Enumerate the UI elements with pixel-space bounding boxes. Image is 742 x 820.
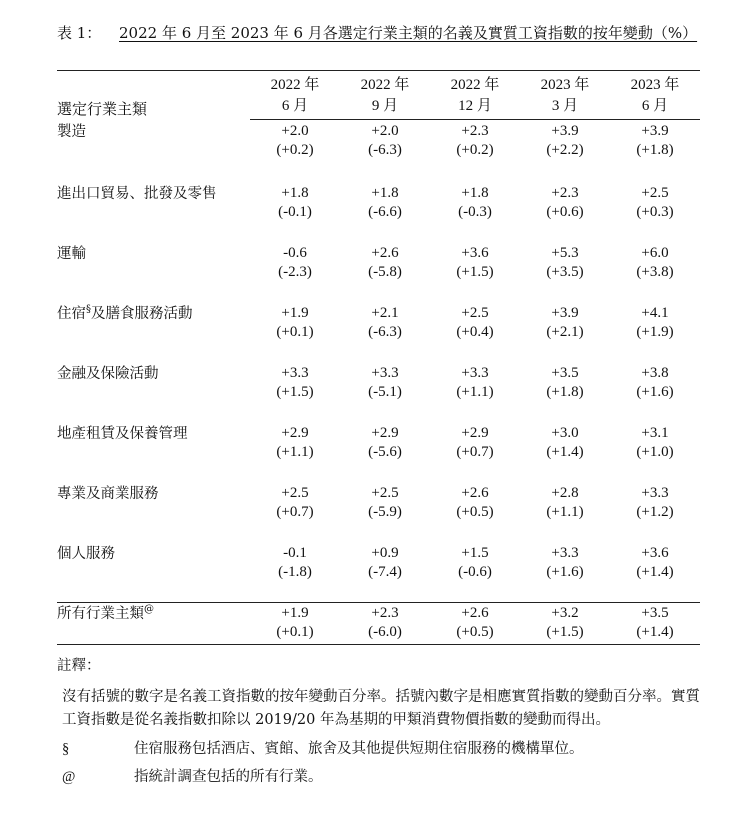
real-change: (-7.4) bbox=[368, 563, 402, 580]
value-cell bbox=[520, 422, 610, 482]
value-cell bbox=[430, 422, 520, 482]
category-label-tail: 及膳食服務活動 bbox=[91, 306, 193, 322]
value-cell bbox=[250, 422, 340, 482]
category-label: 所有行業主類 bbox=[57, 606, 144, 622]
nominal-change: +1.8 bbox=[461, 185, 489, 201]
value-cell bbox=[340, 422, 430, 482]
real-change: (+1.5) bbox=[276, 383, 314, 400]
table-row bbox=[57, 362, 700, 422]
value-cell bbox=[250, 603, 340, 645]
value-cell bbox=[340, 542, 430, 603]
value-cell bbox=[520, 182, 610, 242]
category-cell bbox=[57, 182, 250, 242]
column-month: 9 月 bbox=[340, 95, 430, 120]
value-cell bbox=[340, 120, 430, 183]
nominal-change: +3.6 bbox=[461, 245, 489, 261]
footnote bbox=[57, 766, 707, 788]
value-cell bbox=[430, 482, 520, 542]
table-row bbox=[57, 482, 700, 542]
column-month: 6 月 bbox=[610, 95, 700, 120]
value-cell bbox=[610, 242, 700, 302]
nominal-change: +3.5 bbox=[641, 605, 669, 621]
nominal-change: +3.9 bbox=[551, 123, 579, 139]
real-change: (+1.4) bbox=[546, 443, 584, 460]
value-cell bbox=[340, 242, 430, 302]
nominal-change: +3.6 bbox=[641, 545, 669, 561]
column-month: 6 月 bbox=[250, 95, 340, 120]
real-change: (+0.2) bbox=[456, 141, 494, 158]
real-change: (+1.0) bbox=[636, 443, 674, 460]
nominal-change: +6.0 bbox=[641, 245, 669, 261]
value-cell bbox=[610, 482, 700, 542]
value-cell bbox=[430, 242, 520, 302]
real-change: (+0.2) bbox=[276, 141, 314, 158]
real-change: (+1.6) bbox=[546, 563, 584, 580]
nominal-change: +2.6 bbox=[461, 485, 489, 501]
real-change: (+1.4) bbox=[636, 563, 674, 580]
category-cell bbox=[57, 422, 250, 482]
value-cell bbox=[250, 302, 340, 362]
nominal-change: +3.1 bbox=[641, 425, 669, 441]
real-change: (+1.8) bbox=[636, 141, 674, 158]
wage-index-table bbox=[57, 70, 700, 645]
footnote-text: 住宿服務包括酒店、賓館、旅舍及其他提供短期住宿服務的機構單位。 bbox=[134, 741, 584, 757]
nominal-change: +2.5 bbox=[461, 305, 489, 321]
real-change: (+1.6) bbox=[636, 383, 674, 400]
real-change: (+2.2) bbox=[546, 141, 584, 158]
nominal-change: +2.6 bbox=[371, 245, 399, 261]
caption-label: 表 1： bbox=[57, 24, 102, 42]
value-cell bbox=[520, 302, 610, 362]
nominal-change: +3.3 bbox=[281, 365, 309, 381]
value-cell bbox=[520, 362, 610, 422]
real-change: (+0.1) bbox=[276, 323, 314, 340]
real-change: (-0.3) bbox=[458, 203, 492, 220]
nominal-change: +0.9 bbox=[371, 545, 399, 561]
nominal-change: +3.0 bbox=[551, 425, 579, 441]
nominal-change: +2.8 bbox=[551, 485, 579, 501]
category-label: 運輸 bbox=[57, 246, 86, 262]
value-cell bbox=[610, 542, 700, 603]
nominal-change: +1.5 bbox=[461, 545, 489, 561]
real-change: (+1.1) bbox=[456, 383, 494, 400]
nominal-change: -0.1 bbox=[283, 545, 307, 561]
value-cell bbox=[610, 603, 700, 645]
table-caption bbox=[57, 22, 697, 44]
category-cell bbox=[57, 120, 250, 183]
value-cell bbox=[430, 182, 520, 242]
real-change: (-5.9) bbox=[368, 503, 402, 520]
footnote-text: 指統計調查包括的所有行業。 bbox=[134, 769, 323, 785]
real-change: (+1.4) bbox=[636, 623, 674, 640]
column-year: 2022 年 bbox=[340, 71, 430, 96]
nominal-change: +2.9 bbox=[281, 425, 309, 441]
real-change: (+1.9) bbox=[636, 323, 674, 340]
nominal-change: +2.9 bbox=[461, 425, 489, 441]
category-label: 住宿 bbox=[57, 306, 86, 322]
real-change: (+1.5) bbox=[456, 263, 494, 280]
value-cell bbox=[340, 302, 430, 362]
category-cell bbox=[57, 242, 250, 302]
table-row bbox=[57, 422, 700, 482]
real-change: (-5.6) bbox=[368, 443, 402, 460]
table-row bbox=[57, 302, 700, 362]
real-change: (+1.1) bbox=[546, 503, 584, 520]
value-cell bbox=[610, 182, 700, 242]
value-cell bbox=[250, 362, 340, 422]
table-row bbox=[57, 542, 700, 603]
notes-paragraph: 沒有括號的數字是名義工資指數的按年變動百分率。括號內數字是相應實質指數的變動百分率。實質工資指數是從名義指數扣除以 2019/20 年為基期的甲類消費物價指數的變動而得出。 bbox=[62, 689, 700, 728]
nominal-change: +2.5 bbox=[281, 485, 309, 501]
real-change: (+0.5) bbox=[456, 503, 494, 520]
category-label: 製造 bbox=[57, 123, 86, 140]
category-label: 專業及商業服務 bbox=[57, 486, 159, 502]
real-change: (+3.8) bbox=[636, 263, 674, 280]
value-cell bbox=[610, 302, 700, 362]
real-change: (-6.3) bbox=[368, 323, 402, 340]
category-cell bbox=[57, 302, 250, 362]
real-change: (+1.5) bbox=[546, 623, 584, 640]
nominal-change: +4.1 bbox=[641, 305, 669, 321]
category-cell bbox=[57, 603, 250, 645]
value-cell bbox=[520, 542, 610, 603]
real-change: (-6.6) bbox=[368, 203, 402, 220]
value-cell bbox=[610, 120, 700, 183]
real-change: (+1.8) bbox=[546, 383, 584, 400]
nominal-change: +1.8 bbox=[281, 185, 309, 201]
footnote-symbol: @ bbox=[62, 769, 76, 785]
real-change: (-6.3) bbox=[368, 141, 402, 158]
value-cell bbox=[250, 182, 340, 242]
real-change: (-5.8) bbox=[368, 263, 402, 280]
nominal-change: +2.3 bbox=[461, 123, 489, 139]
column-year: 2023 年 bbox=[520, 71, 610, 96]
real-change: (-0.6) bbox=[458, 563, 492, 580]
value-cell bbox=[520, 120, 610, 183]
real-change: (+0.7) bbox=[276, 503, 314, 520]
table-row bbox=[57, 182, 700, 242]
nominal-change: +2.0 bbox=[281, 123, 309, 139]
nominal-change: +3.9 bbox=[551, 305, 579, 321]
value-cell bbox=[430, 302, 520, 362]
nominal-change: +1.9 bbox=[281, 605, 309, 621]
value-cell bbox=[250, 120, 340, 183]
footnote-marker: § bbox=[86, 304, 91, 315]
column-year: 2022 年 bbox=[430, 71, 520, 96]
nominal-change: +2.9 bbox=[371, 425, 399, 441]
real-change: (+3.5) bbox=[546, 263, 584, 280]
nominal-change: +3.8 bbox=[641, 365, 669, 381]
real-change: (+2.1) bbox=[546, 323, 584, 340]
footnote-marker: @ bbox=[144, 604, 154, 615]
nominal-change: +1.9 bbox=[281, 305, 309, 321]
value-cell bbox=[250, 482, 340, 542]
header-row-years bbox=[57, 71, 700, 96]
value-cell bbox=[610, 362, 700, 422]
value-cell bbox=[520, 603, 610, 645]
nominal-change: +3.2 bbox=[551, 605, 579, 621]
nominal-change: +3.3 bbox=[551, 545, 579, 561]
real-change: (-2.3) bbox=[278, 263, 312, 280]
real-change: (+0.7) bbox=[456, 443, 494, 460]
nominal-change: +2.0 bbox=[371, 123, 399, 139]
column-year: 2023 年 bbox=[610, 71, 700, 96]
value-cell bbox=[430, 362, 520, 422]
value-cell bbox=[250, 542, 340, 603]
nominal-change: +3.3 bbox=[461, 365, 489, 381]
real-change: (+1.2) bbox=[636, 503, 674, 520]
category-label: 金融及保險活動 bbox=[57, 366, 159, 382]
value-cell bbox=[340, 603, 430, 645]
table-row bbox=[57, 242, 700, 302]
category-cell bbox=[57, 542, 250, 603]
footnote bbox=[57, 738, 707, 760]
real-change: (-6.0) bbox=[368, 623, 402, 640]
real-change: (+0.4) bbox=[456, 323, 494, 340]
row-header: 選定行業主類 bbox=[57, 71, 250, 120]
category-label: 地產租賃及保養管理 bbox=[57, 426, 188, 442]
real-change: (-5.1) bbox=[368, 383, 402, 400]
table-total-row bbox=[57, 603, 700, 645]
value-cell bbox=[610, 422, 700, 482]
nominal-change: +2.1 bbox=[371, 305, 399, 321]
footnote-symbol: § bbox=[62, 741, 70, 757]
value-cell bbox=[250, 242, 340, 302]
nominal-change: +3.5 bbox=[551, 365, 579, 381]
nominal-change: +5.3 bbox=[551, 245, 579, 261]
table-row bbox=[57, 120, 700, 183]
value-cell bbox=[340, 182, 430, 242]
column-month: 3 月 bbox=[520, 95, 610, 120]
real-change: (+0.5) bbox=[456, 623, 494, 640]
nominal-change: +2.3 bbox=[551, 185, 579, 201]
table-body bbox=[57, 120, 700, 645]
real-change: (+0.6) bbox=[546, 203, 584, 220]
nominal-change: +2.5 bbox=[371, 485, 399, 501]
notes-heading: 註釋： bbox=[57, 658, 101, 674]
nominal-change: +3.9 bbox=[641, 123, 669, 139]
nominal-change: +2.6 bbox=[461, 605, 489, 621]
real-change: (-0.1) bbox=[278, 203, 312, 220]
value-cell bbox=[340, 362, 430, 422]
nominal-change: +3.3 bbox=[641, 485, 669, 501]
value-cell bbox=[520, 482, 610, 542]
value-cell bbox=[520, 242, 610, 302]
category-label: 進出口貿易、批發及零售 bbox=[57, 186, 217, 202]
value-cell bbox=[430, 542, 520, 603]
nominal-change: +3.3 bbox=[371, 365, 399, 381]
value-cell bbox=[340, 482, 430, 542]
category-label: 個人服務 bbox=[57, 546, 115, 562]
nominal-change: +2.3 bbox=[371, 605, 399, 621]
value-cell bbox=[430, 603, 520, 645]
category-cell bbox=[57, 362, 250, 422]
nominal-change: +2.5 bbox=[641, 185, 669, 201]
nominal-change: -0.6 bbox=[283, 245, 307, 261]
real-change: (+0.1) bbox=[276, 623, 314, 640]
nominal-change: +1.8 bbox=[371, 185, 399, 201]
real-change: (+0.3) bbox=[636, 203, 674, 220]
column-year: 2022 年 bbox=[250, 71, 340, 96]
value-cell bbox=[430, 120, 520, 183]
real-change: (+1.1) bbox=[276, 443, 314, 460]
column-month: 12 月 bbox=[430, 95, 520, 120]
notes-section bbox=[57, 655, 707, 788]
real-change: (-1.8) bbox=[278, 563, 312, 580]
caption-title: 2022 年 6 月至 2023 年 6 月各選定行業主類的名義及實質工資指數的按年變動（%） bbox=[119, 24, 698, 42]
category-cell bbox=[57, 482, 250, 542]
